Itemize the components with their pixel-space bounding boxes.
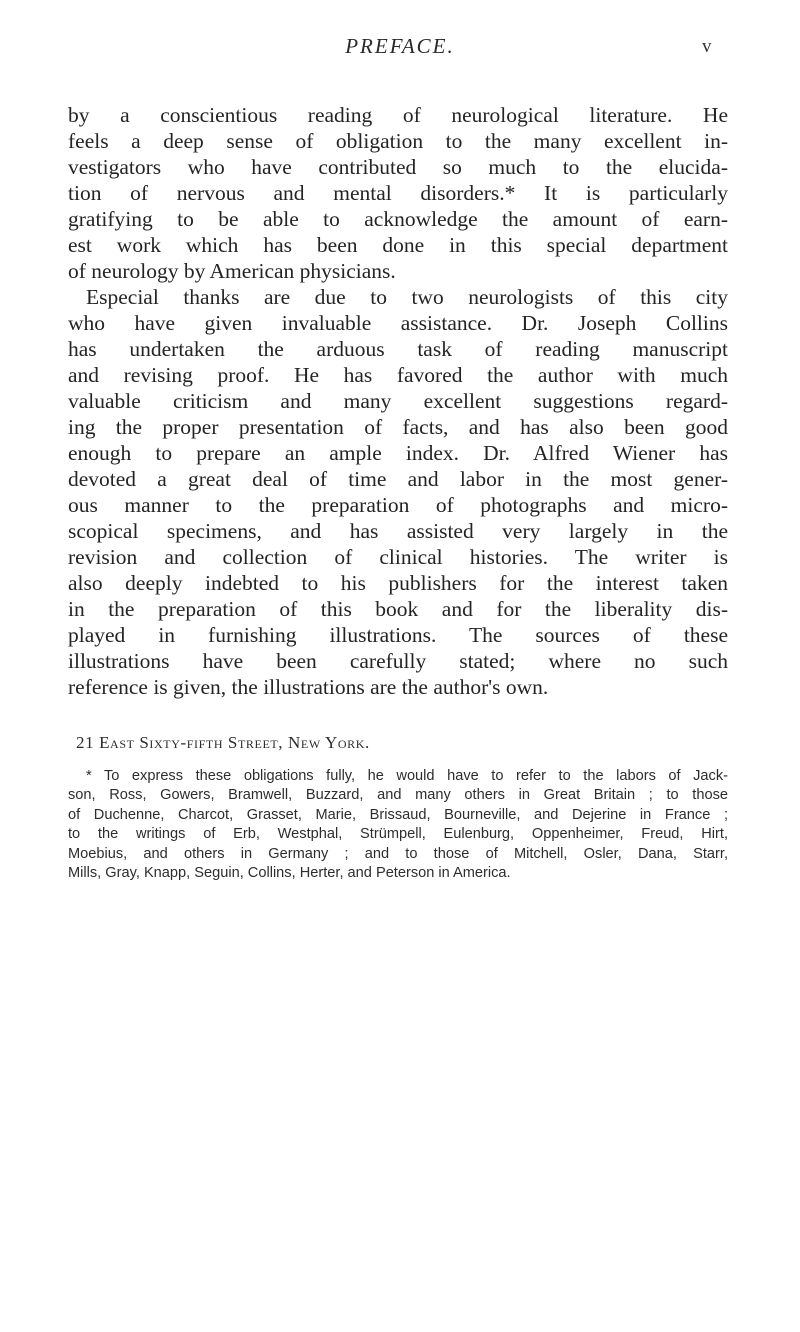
body-line: enough to prepare an ample index. Dr. Alfred Wiener has: [68, 441, 728, 465]
footnote-line: son, Ross, Gowers, Bramwell, Buzzard, and many others in Great Britain ; to those: [68, 787, 728, 804]
body-line: ous manner to the preparation of photographs and micro-: [68, 493, 728, 517]
body-line: by a conscientious reading of neurological literature. He: [68, 103, 728, 127]
body-line: played in furnishing illustrations. The sources of these: [68, 623, 728, 647]
body-line: who have given invaluable assistance. Dr. Joseph Collins: [68, 311, 728, 335]
body-line: feels a deep sense of obligation to the many excellent in-: [68, 129, 728, 153]
body-line: valuable criticism and many excellent suggestions regard-: [68, 389, 728, 413]
footnote-line: of Duchenne, Charcot, Grasset, Marie, Brissaud, Bourneville, and Dejerine in France ;: [68, 806, 728, 823]
body-line: Especial thanks are due to two neurologists of this city: [86, 285, 728, 309]
address-signature: [76, 733, 776, 753]
body-line: of neurology by American physicians.: [68, 259, 396, 283]
body-line: and revising proof. He has favored the author with much: [68, 363, 728, 387]
body-line: also deeply indebted to his publishers for the interest taken: [68, 571, 728, 595]
body-line: revision and collection of clinical histories. The writer is: [68, 545, 728, 569]
paragraph-2: [68, 284, 728, 700]
body-line: vestigators who have contributed so much to the elucida-: [68, 155, 728, 179]
body-line: illustrations have been carefully stated; where no such: [68, 649, 728, 673]
footnote-line: Moebius, and others in Germany ; and to those of Mitchell, Osler, Dana, Starr,: [68, 845, 728, 862]
body-text: [68, 102, 728, 700]
body-line: gratifying to be able to acknowledge the amount of earn-: [68, 207, 728, 231]
page-number: v: [702, 36, 712, 57]
body-line: in the preparation of this book and for the liberality dis-: [68, 597, 728, 621]
body-line: has undertaken the arduous task of reading manuscript: [68, 337, 728, 361]
body-line: scopical specimens, and has assisted very largely in the: [68, 519, 728, 543]
footnote-line: to the writings of Erb, Westphal, Strümpell, Eulenburg, Oppenheimer, Freud, Hirt,: [68, 826, 728, 843]
street-number: 21: [76, 733, 95, 752]
body-line: devoted a great deal of time and labor in the most gener-: [68, 467, 728, 491]
paragraph-1: [68, 102, 728, 284]
running-head: [0, 32, 800, 62]
body-line: reference is given, the illustrations are the author's own.: [68, 675, 549, 699]
body-line: tion of nervous and mental disorders.* It is particularly: [68, 181, 728, 205]
running-title: PREFACE.: [345, 34, 455, 58]
body-line: est work which has been done in this special department: [68, 233, 728, 257]
body-line: ing the proper presentation of facts, and has also been good: [68, 415, 728, 439]
footnote-line: Mills, Gray, Knapp, Seguin, Collins, Herter, and Peterson in America.: [68, 864, 511, 881]
street-address: East Sixty-fifth Street, New York.: [99, 733, 370, 752]
footnote: [68, 767, 728, 883]
footnote-line: * To express these obligations fully, he would have to refer to the labors of Jack-: [86, 768, 728, 784]
